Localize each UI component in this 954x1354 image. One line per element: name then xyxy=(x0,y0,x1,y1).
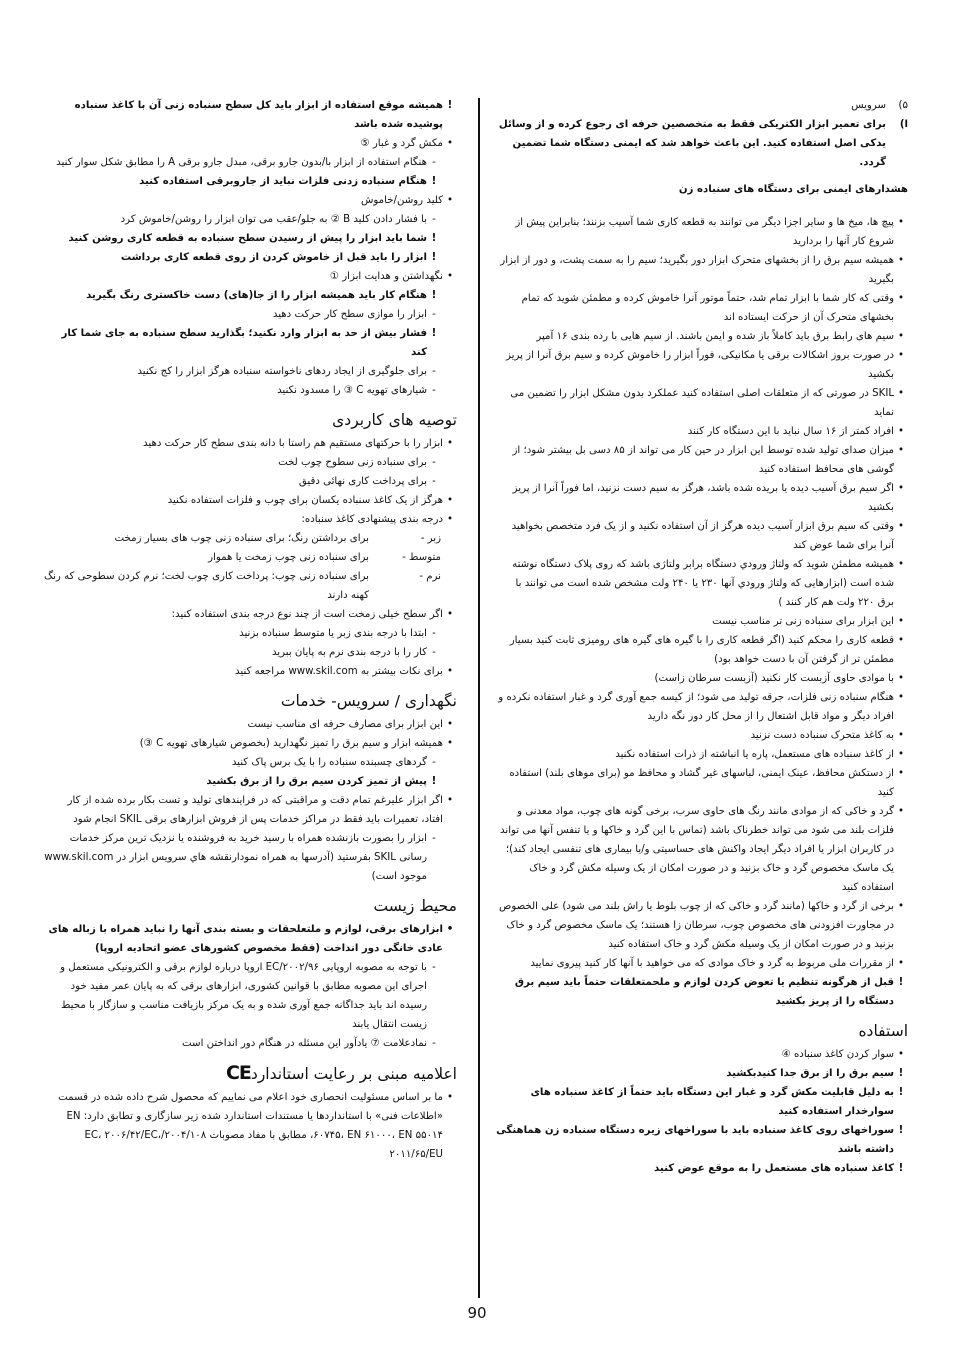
grit-text: برای سنباده زنی چوب زمخت یا هموار xyxy=(208,552,369,563)
item-text: شما باید ابزار را پیش از رسیدن سطح سنباده به قطعه کاری روشن کنید xyxy=(68,233,427,244)
grit-label: نرم - xyxy=(419,571,441,582)
item-text: SKIL در صورتی که از متعلقات اصلی استفاده کنید عملکرد بدون مشکل ابزار را تضمین می نماید xyxy=(510,388,894,418)
grit-text: برای سنباده زنی چوب: پرداخت کاری چوب لخت؛ نرم کردن سطوحی که رنگ کهنه دارند xyxy=(43,571,369,601)
item-text: این ابزار برای مصارف حرفه ای مناسب نیست xyxy=(247,719,443,730)
item-marker: - xyxy=(432,385,436,396)
list-item xyxy=(496,1159,908,1178)
item-marker: • xyxy=(897,730,904,741)
list-item xyxy=(43,772,441,791)
item-marker: • xyxy=(446,495,453,506)
item-marker: - xyxy=(432,962,436,973)
list-item xyxy=(496,479,908,517)
grit-row xyxy=(43,567,441,605)
item-marker: ! xyxy=(898,977,904,988)
item-text: از کاغذ سنباده های مستعمل، پاره یا انباشته از ذرات استفاده نکنید xyxy=(615,749,894,760)
list-item xyxy=(43,1088,457,1164)
item-text: فشار بیش از حد به ابزار وارد نکنید؛ بگذارید سطح سنباده به جای شما کار کند xyxy=(61,328,427,358)
item-marker: ! xyxy=(431,252,437,263)
item-marker: - xyxy=(432,833,436,844)
item-text: به دلیل قابلیت مکش گرد و غبار این دستگاه باید حتماً از کاغذ سنباده های سوارخدار استفاده کنید xyxy=(530,1087,894,1117)
list-item xyxy=(496,555,908,612)
item-marker: ! xyxy=(898,1125,904,1136)
item-text: میزان صدای تولید شده توسط این ابزار در حین کار می تواند از ۸۵ دسی بل بیشتر شود؛ از گوشی های محافظ استفاده کنید xyxy=(512,445,894,475)
item-text: قطعه کاری را محکم کنید (اگر قطعه کاری را با گیره های گیره های رومیزی ثابت کنید بسیار مطمئن تر از گرفتن آن با دست خواهد بود) xyxy=(509,635,894,665)
item-text: ما بر اساس مسئولیت انحصاری خود اعلام می نماییم که محصول شرح داده شده در قسمت «اطلاعات فنی» با استانداردها یا مستندات استاندارد شده زیر سازگاری و تطابق دارد: EN ۶۰۷۴۵، EN ۶۱۰۰۰، EN ۵۵۰۱۴، مطابق با مفاد مصوبات ۲۰۰۴/۱۰۸/EC، ۲۰۰۶/۴۲/EC، ۲۰۱۱/۶۵/EU xyxy=(58,1092,443,1160)
list-item xyxy=(496,441,908,479)
item-text: کار را با درجه بندی نرم به پایان ببرید xyxy=(271,647,427,658)
item-marker: • xyxy=(897,388,904,399)
item-marker: - xyxy=(432,366,436,377)
list-item xyxy=(43,453,441,472)
left-column xyxy=(43,96,457,1164)
section-heading-text: اعلامیه مبنی بر رعایت استاندارد xyxy=(250,1065,457,1083)
list-item xyxy=(496,115,908,172)
item-marker: • xyxy=(897,901,904,912)
item-text: هرگز از یک کاغذ سنباده یکسان برای چوب و فلزات استفاده نکنید xyxy=(167,495,443,506)
item-marker: - xyxy=(432,647,436,658)
list-item xyxy=(43,791,457,829)
item-marker: • xyxy=(897,673,904,684)
item-marker: ! xyxy=(898,1163,904,1174)
column-divider xyxy=(478,98,480,1298)
item-marker: - xyxy=(432,457,436,468)
item-text: اگر سطح خیلی زمخت است از چند نوع درجه بندی استفاده کنید: xyxy=(171,609,443,620)
item-text: سیم برق را از برق جدا کنیدبکشید xyxy=(726,1068,894,1079)
item-text: سوار کردن کاغذ سنباده ④ xyxy=(781,1049,894,1060)
list-item xyxy=(43,734,457,753)
item-text: همیشه ابزار و سیم برق را تمیز نگهدارید (بخصوص شیارهای تهویه C ③) xyxy=(139,738,443,749)
grit-label: متوسط - xyxy=(402,552,441,563)
section-heading: محیط زیست xyxy=(373,897,457,915)
item-marker: ! xyxy=(431,328,437,339)
item-text: نگهداشتن و هدایت ابزار ① xyxy=(329,271,443,282)
list-item xyxy=(43,829,441,886)
item-text: همیشه موقع استفاده از ابزار باید کل سطح سنباده زنی آن با کاغذ سنباده پوشیده شده باشد xyxy=(74,100,443,130)
list-item xyxy=(496,688,908,726)
section-heading: توصیه های کاربردی xyxy=(332,411,457,429)
list-item xyxy=(43,191,457,210)
list-item xyxy=(496,954,908,973)
section-heading: نگهداری / سرویس- خدمات xyxy=(280,692,457,710)
item-marker: - xyxy=(432,1038,436,1049)
ce-mark: CE xyxy=(225,1062,251,1084)
item-text: همیشه مطمئن شوید که ولتاژ ورودي دستگاه برابر ولتاژی باشد که روی پلاک دستگاه نوشته شده است (ابزارهایی که ولتاژ ورودي آنها ۲۳۰ یا ۲۴۰ ولت مشخص شده است می توانند با برق ۲۲۰ ولت هم کار کنند ) xyxy=(512,559,894,608)
item-text: ابزار را باید قبل از خاموش کردن از روی قطعه کاری برداشت xyxy=(120,252,427,263)
section-heading: استفاده xyxy=(858,1022,908,1040)
list-item xyxy=(43,96,457,134)
item-marker: • xyxy=(897,483,904,494)
list-item xyxy=(496,612,908,631)
list-item xyxy=(496,213,908,251)
item-text: پیچ ها، میخ ها و سایر اجزا دیگر می توانند به قطعه کاری شما آسیب بزنند؛ بنابراین پیش از شروع کار آنها را بردارید xyxy=(515,217,894,247)
list-item xyxy=(496,384,908,422)
item-text: کلید روشن/خاموش xyxy=(360,195,443,206)
list-item xyxy=(496,802,908,897)
item-marker: ! xyxy=(431,176,437,187)
item-text: برای جلوگیری از ایجاد ردهای ناخواسته سنباده هرگز ابزار را کج نکنید xyxy=(137,366,427,377)
item-text: در صورت بروز اشکالات برقی یا مکانیکی، فوراً ابزار را خاموش کرده و سیم برق آنرا از پریز بکشید xyxy=(505,350,894,380)
item-marker: ! xyxy=(431,233,437,244)
item-text: این ابزار برای سنباده زنی تر مناسب نیست xyxy=(712,616,894,627)
item-text: ابزار را موازی سطح کار حرکت دهید xyxy=(272,309,427,320)
item-marker: • xyxy=(897,293,904,304)
list-item xyxy=(43,472,441,491)
item-marker: • xyxy=(897,768,904,779)
item-text: هنگام استفاده از ابزار با/بدون جارو برقی، مبدل جارو برقی A را مطابق شکل سوار کنید xyxy=(56,157,427,168)
item-text: از دستکش محافظ، عینک ایمنی، لباسهای غیر گشاد و محافظ مو (برای موهای بلند) استفاده کنید xyxy=(509,768,894,798)
list-item xyxy=(43,153,441,172)
list-item xyxy=(496,669,908,688)
item-text: سرویس xyxy=(851,100,886,111)
item-marker: • xyxy=(897,635,904,646)
item-marker: - xyxy=(432,757,436,768)
item-marker: • xyxy=(897,1049,904,1060)
list-item xyxy=(496,346,908,384)
item-marker: • xyxy=(446,195,453,206)
item-marker: - xyxy=(432,476,436,487)
list-item xyxy=(43,510,457,529)
item-marker: • xyxy=(446,609,453,620)
grit-row xyxy=(43,529,441,548)
list-item xyxy=(43,491,457,510)
item-marker: • xyxy=(897,445,904,456)
item-marker: • xyxy=(897,616,904,627)
list-item xyxy=(43,605,457,624)
grit-label: زبر - xyxy=(420,533,441,544)
item-marker: ! xyxy=(898,1087,904,1098)
right-column xyxy=(496,96,908,1178)
item-text: با فشار دادن کلید B ② به جلو/عقب می توان ابزار را روشن/خاموش کرد xyxy=(120,214,427,225)
list-item xyxy=(496,1045,908,1064)
list-item xyxy=(496,631,908,669)
list-item xyxy=(496,973,908,1011)
item-text: افراد کمتر از ۱۶ سال نباید با این دستگاه کار کنند xyxy=(687,426,894,437)
section-heading xyxy=(43,1061,457,1086)
list-item xyxy=(43,229,441,248)
list-item xyxy=(43,753,441,772)
list-item xyxy=(43,662,457,681)
item-marker: • xyxy=(897,217,904,228)
item-text: سیم های رابط برق باید کاملاً باز شده و ایمن باشند. از سیم هایی با رده بندی ۱۶ آمپر xyxy=(536,331,894,342)
item-marker: • xyxy=(897,958,904,969)
item-marker: • xyxy=(897,692,904,703)
item-marker: • xyxy=(446,1092,453,1103)
list-item xyxy=(43,248,441,267)
item-marker: • xyxy=(897,426,904,437)
item-text: با توجه به مصوبه اروپایی ۲۰۰۲/۹۶/EC اروپا درباره لوازم برقی و الکترونیکی مستعمل و اجرای این مصوبه مطابق با قوانین کشوری، ابزارهای برقی که به پایان عمر مفید خود رسیده اند باید جداگانه جمع آوری شده و به یک مرکز بازیافت مناسب و سازگار با محیط زیست انتقال یابند xyxy=(60,962,427,1030)
item-text: ابزار را بصورت بازنشده همراه با رسید خرید به فروشنده یا نزدیک ترین مرکز خدمات رسانی SKIL بفرستید (آدرسها به همراه نمودارنقشه هاي سرویس ابزار در www.skil.com موجود است) xyxy=(44,833,427,882)
item-marker: • xyxy=(897,350,904,361)
list-item xyxy=(496,422,908,441)
item-marker: • xyxy=(446,924,454,935)
item-text: هنگام سنباده زنی فلزات، جرقه تولید می شود؛ از کیسه جمع آوری گرد و غبار استفاده نکرده و افراد دیگر و مواد قابل اشتعال را از محل کار دور نگه دارید xyxy=(498,692,894,722)
item-marker: • xyxy=(446,795,453,806)
item-text: اگر ابزار علیرغم تمام دقت و مراقبتی که در فرایندهای تولید و تست بکار برده شده از کار افتاد، تعمیرات باید فقط در مراکز خدمات پس از فروش ابزارهای برقی SKIL انجام شود xyxy=(67,795,443,825)
list-item xyxy=(496,1083,908,1121)
item-text: برای نکات بیشتر به www.skil.com مراجعه کنید xyxy=(235,666,443,677)
item-marker: ۵) xyxy=(898,100,908,111)
list-item xyxy=(43,267,457,286)
item-marker: • xyxy=(446,438,453,449)
item-marker: ا) xyxy=(899,119,908,130)
item-text: اگر سیم برق آسیب دیده یا بریده شده باشد، هرگز به سیم دست نزنید، اما فوراً آنرا از پریز بکشید xyxy=(512,483,894,513)
item-text: به کاغذ متحرک سنباده دست نزنید xyxy=(750,730,894,741)
list-item xyxy=(43,210,441,229)
list-item xyxy=(43,920,457,958)
item-text: مکش گرد و غبار ⑤ xyxy=(360,138,443,149)
grit-text: برای برداشتن رنگ؛ برای سنباده زنی چوب های بسیار زمخت xyxy=(114,533,369,544)
item-marker: • xyxy=(897,331,904,342)
item-marker: • xyxy=(446,514,453,525)
list-item xyxy=(496,289,908,327)
item-marker: ! xyxy=(431,290,437,301)
item-text: گرد و خاکی که از موادی مانند رنگ های حاوی سرب، برخی گونه های چوب، مواد معدنی و فلزات بلند می شود می تواند خطرناک باشد (تماس با این گرد و خاکها و یا تنفس آنها می تواند در کاربران ابزار یا افراد دیگر ایجاد واکنش های حساسیتی و/یا بیماری های تنفسی ایجاد کند)؛ یک ماسک مخصوص گرد و خاک بزنید و در صورت امکان از یک وسیله مکش گرد و خاک استفاده کنید xyxy=(500,806,894,893)
item-marker: • xyxy=(897,559,904,570)
list-item xyxy=(43,362,441,381)
item-text: نمادعلامت ⑦ یادآور این مسئله در هنگام دور انداختن است xyxy=(182,1038,427,1049)
item-marker: ! xyxy=(431,776,437,787)
item-text: شیارهای تهویه C ③ را مسدود نکنید xyxy=(277,385,427,396)
list-item xyxy=(496,96,908,115)
item-marker: - xyxy=(432,309,436,320)
item-marker: ! xyxy=(898,1068,904,1079)
item-marker: • xyxy=(897,521,904,532)
list-item xyxy=(43,172,441,191)
list-item xyxy=(496,764,908,802)
item-text: از مقررات ملی مربوط به گرد و خاک موادی که می خواهید با آنها کار کنید پیروی نمایید xyxy=(530,958,894,969)
list-item xyxy=(43,958,441,1034)
list-item xyxy=(496,1064,908,1083)
item-text: کاغذ سنباده های مستعمل را به موقع عوض کنید xyxy=(654,1163,894,1174)
item-text: وقتی که کار شما با ابزار تمام شد، حتماً موتور آنرا خاموش کرده و مطمئن شوید که تمام بخشهای متحرک آن از حرکت ایستاده اند xyxy=(521,293,894,323)
item-marker: • xyxy=(446,138,453,149)
list-item xyxy=(496,517,908,555)
item-text: سوراخهای روی کاغذ سنباده باید با سوراخهای زیره دستگاه سنباده زن هماهنگی داشته باشد xyxy=(496,1125,894,1155)
item-text: ابزار را با حرکتهای مستقیم هم راستا با دانه بندی سطح کار حرکت دهید xyxy=(143,438,443,449)
list-item xyxy=(43,324,441,362)
list-item xyxy=(496,897,908,954)
list-item xyxy=(43,381,441,400)
list-item xyxy=(43,1034,441,1053)
list-item xyxy=(43,134,457,153)
list-item xyxy=(43,643,441,662)
list-item xyxy=(43,434,457,453)
list-item xyxy=(43,715,457,734)
item-marker: - xyxy=(432,628,436,639)
item-text: برای سنباده زنی سطوح چوب لخت xyxy=(278,457,427,468)
item-text: هنگام کار باید همیشه ابزار را از جا(های) دست خاکستری رنگ بگیرید xyxy=(86,290,427,301)
item-text: با موادی حاوی آزبست کار نکنید (آزبست سرطان زاست) xyxy=(654,673,894,684)
item-text: برای پرداخت کاری نهائی دقیق xyxy=(298,476,427,487)
page-number: 90 xyxy=(467,1304,487,1322)
subsection-heading: هشدارهای ایمنی برای دستگاه های سنباده زن xyxy=(678,184,908,195)
list-item xyxy=(496,726,908,745)
item-text: درجه بندی پیشنهادی کاغذ سنباده: xyxy=(301,514,443,525)
item-text: ابزارهای برقی، لوازم و ملتعلحقات و بسته بندی آنها را نباید همراه با زباله های عادی خانگی دور انداخت (فقط مخصوص کشورهای عضو اتحادیه اروپا) xyxy=(48,924,443,954)
grit-row xyxy=(43,548,441,567)
item-text: همیشه سیم برق را از بخشهای متحرک ابزار دور بگیرید؛ سیم را به سمت پشت، و دور از ابزار بگیرید xyxy=(500,255,894,285)
item-marker: ! xyxy=(447,100,453,111)
list-item xyxy=(496,327,908,346)
item-text: وقتی که سیم برق ابزار آسیب دیده هرگز از آن استفاده نکنید و از یک فرد متخصص بخواهید آنرا برای شما عوض کند xyxy=(511,521,894,551)
item-text: گردهای چسبنده سنباده را با یک برس پاک کنید xyxy=(231,757,427,768)
item-marker: - xyxy=(432,214,436,225)
item-marker: • xyxy=(897,255,904,266)
item-text: برای تعمیر ابزار الکتریکی فقط به متخصصین حرفه ای رجوع کرده و از وسائل یدکی اصل استفاده کنید. این باعث خواهد شد که ایمنی دستگاه شما تضمین گردد. xyxy=(498,119,886,168)
item-marker: • xyxy=(446,738,453,749)
item-text: برخی از گرد و خاکها (مانند گرد و خاکی که از چوب بلوط یا راش بلند می شود) علی الخصوص در مجاورت افزودنی های مخصوص چوب، سرطان زا هستند؛ یک ماسک مخصوص گرد و خاک بزنید و در صورت امکان از یک وسیله مکش گرد و خاک استفاده کنید xyxy=(499,901,894,950)
list-item xyxy=(43,305,441,324)
list-item xyxy=(496,745,908,764)
item-marker: • xyxy=(446,666,453,677)
list-item xyxy=(496,251,908,289)
item-marker: • xyxy=(446,271,453,282)
item-text: قبل از هرگونه تنظیم یا تعوض کردن لوازم و ملحمتعلقات حتماً باید سیم برق دستگاه را از پریز بکشید xyxy=(514,977,894,1007)
list-item xyxy=(43,624,441,643)
item-text: هنگام سنباده زدنی فلزات نباید از جاروبرقی استفاده کنید xyxy=(139,176,427,187)
list-item xyxy=(43,286,441,305)
list-item xyxy=(496,1121,908,1159)
item-text: ابتدا با درجه بندی زبر یا متوسط سنباده بزنید xyxy=(239,628,427,639)
item-marker: - xyxy=(432,157,436,168)
item-text: پیش از تمیز کردن سیم برق را از برق بکشید xyxy=(206,776,427,787)
item-marker: • xyxy=(446,719,453,730)
item-marker: • xyxy=(897,749,904,760)
item-marker: • xyxy=(897,806,904,817)
